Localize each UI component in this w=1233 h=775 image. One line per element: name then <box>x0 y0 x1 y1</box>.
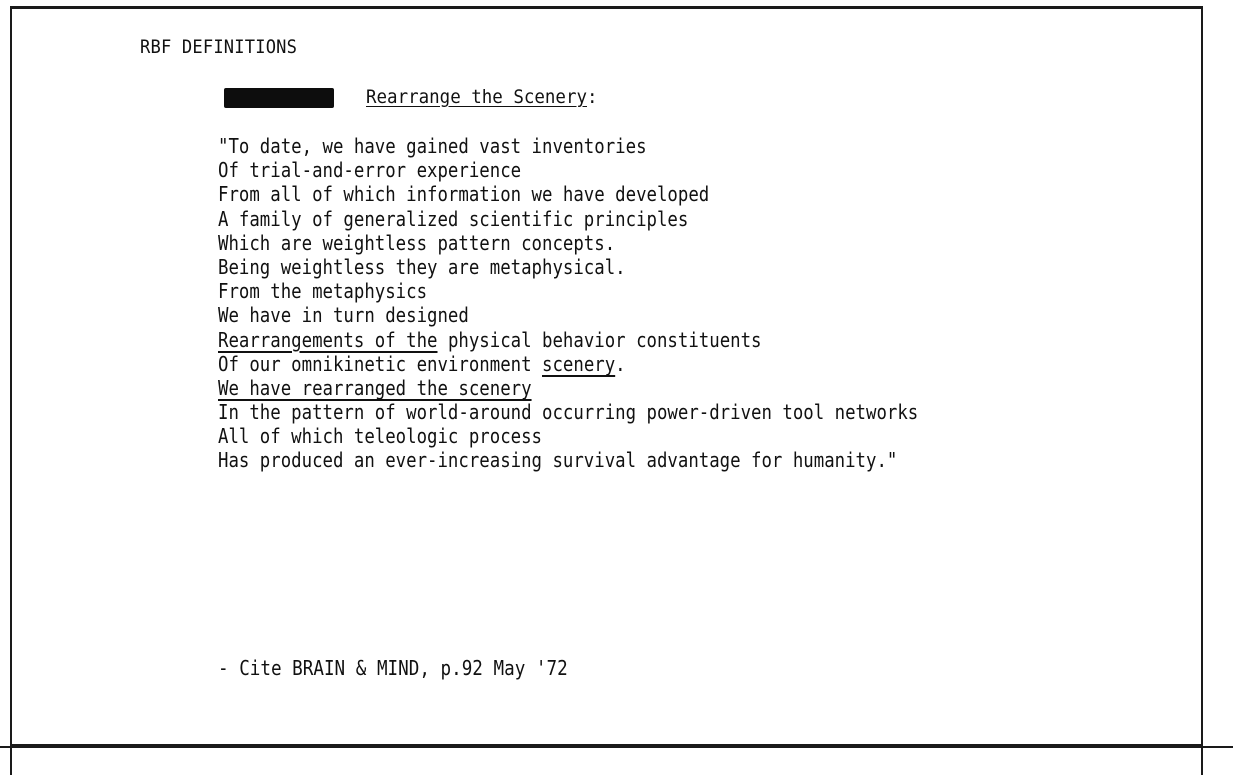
card-left-rule <box>10 746 12 775</box>
redaction-bar <box>224 88 334 108</box>
line-text: We have in turn designed <box>218 303 469 328</box>
line-text: . <box>615 351 626 376</box>
underlined-phrase: We have rearranged the scenery <box>218 375 532 400</box>
document-heading: RBF DEFINITIONS <box>140 36 298 58</box>
card-right-rule <box>1201 746 1203 775</box>
line-text: From the metaphysics <box>218 279 428 304</box>
line-text: From all of which information we have developed <box>218 182 710 207</box>
quotation-line <box>218 328 918 352</box>
section-title <box>366 86 598 108</box>
line-text: Of our omnikinetic environment <box>218 351 543 376</box>
quotation-line <box>218 376 918 400</box>
quotation-line <box>218 158 918 182</box>
quotation-line <box>218 352 918 376</box>
quotation-line <box>218 182 918 206</box>
line-text: Being weightless they are metaphysical. <box>218 254 626 279</box>
line-text: In the pattern of world-around occurring power-driven tool networks <box>218 400 919 425</box>
quotation-line <box>218 231 918 255</box>
line-text: "To date, we have gained vast inventories <box>218 134 647 158</box>
line-text: A family of generalized scientific principles <box>218 206 689 231</box>
quotation-block <box>218 134 1025 473</box>
section-title-colon: : <box>587 86 598 108</box>
line-text: Which are weightless pattern concepts. <box>218 230 616 255</box>
quotation-line <box>218 400 918 424</box>
line-text: All of which teleologic process <box>218 424 543 449</box>
quotation-line <box>218 448 918 472</box>
line-text: physical behavior constituents <box>437 327 762 352</box>
card-bottom-rule <box>0 746 1233 748</box>
citation: - Cite BRAIN & MIND, p.92 May '72 <box>218 656 568 680</box>
section-title-text: Rearrange the Scenery <box>366 86 588 108</box>
underlined-phrase: Rearrangements of the <box>218 327 438 352</box>
line-text: Has produced an ever-increasing survival advantage for humanity." <box>218 448 898 473</box>
quotation-line <box>218 424 918 448</box>
quotation-line <box>218 134 918 158</box>
quotation-line <box>218 255 918 279</box>
underlined-phrase: scenery <box>542 351 616 376</box>
quotation-line <box>218 207 918 231</box>
line-text: Of trial-and-error experience <box>218 158 522 183</box>
quotation-line <box>218 279 918 303</box>
quotation-line <box>218 303 918 327</box>
